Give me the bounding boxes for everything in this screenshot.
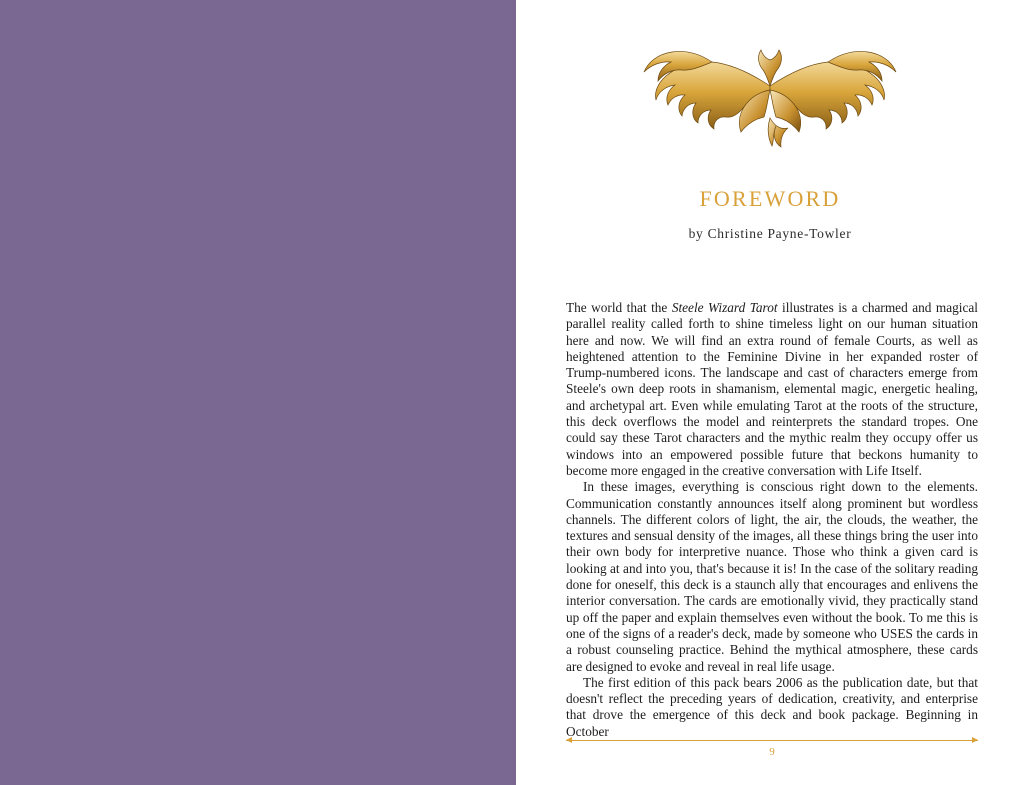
body-paragraph: The world that the Steele Wizard Tarot illustrates is a charmed and magical parallel reality called forth to shine timeless light on our human situation here and now. We will find an extra round of female Courts, as well as heightened attention to the Feminine Divine in her expanded roster of Trump-numbered icons. The landscape and cast of characters emerge from Steele's own deep roots in shamanism, elemental magic, energetic healing, and archetypal art. Even while emulating Tarot at the roots of the structure, this deck overflows the model and reinterprets the standard tropes. One could say these Tarot characters and the mythic realm they occupy offer us windows into an empowered possible future that beckons humanity to become more engaged in the creative conversation with Life Itself. [566,300,978,478]
byline: by Christine Payne-Towler [688,226,852,241]
twin-dragons-ornament [620,40,920,155]
right-page-foreword [516,0,1024,785]
body-paragraph: The first edition of this pack bears 2006 as the publication date, but that doesn't reflect the preceding years of dedication, creativity, and enterprise that drove the emergence of this deck and book package. Beginning in October [566,674,978,739]
body-text [566,300,978,740]
italic-title: Steele Wizard Tarot [671,300,778,315]
page-number: 9 [769,746,775,758]
footer-rule-ornament [566,740,978,741]
page-title: FOREWORD [699,186,841,211]
ornament-container [516,40,1024,155]
page-footer [566,736,978,766]
body-paragraph: In these images, everything is conscious right down to the elements. Communication constantly announces itself along prominent but wordless channels. The different colors of light, the air, the clouds, the weather, the textures and sensual density of the images, all these things bring the user into their own body for interpretive nuance. Those who think a given card is looking at and into you, that's because it is! In the case of the solitary reading done for oneself, this deck is a staunch ally that encourages and enlivens the interior conversation. The cards are emotionally vivid, they practically stand up off the paper and explain themselves even without the book. To me this is one of the signs of a reader's deck, made by someone who USES the cards in a robust counseling practice. Behind the mythical atmosphere, these cards are designed to evoke and reveal in real life usage. [566,479,978,674]
